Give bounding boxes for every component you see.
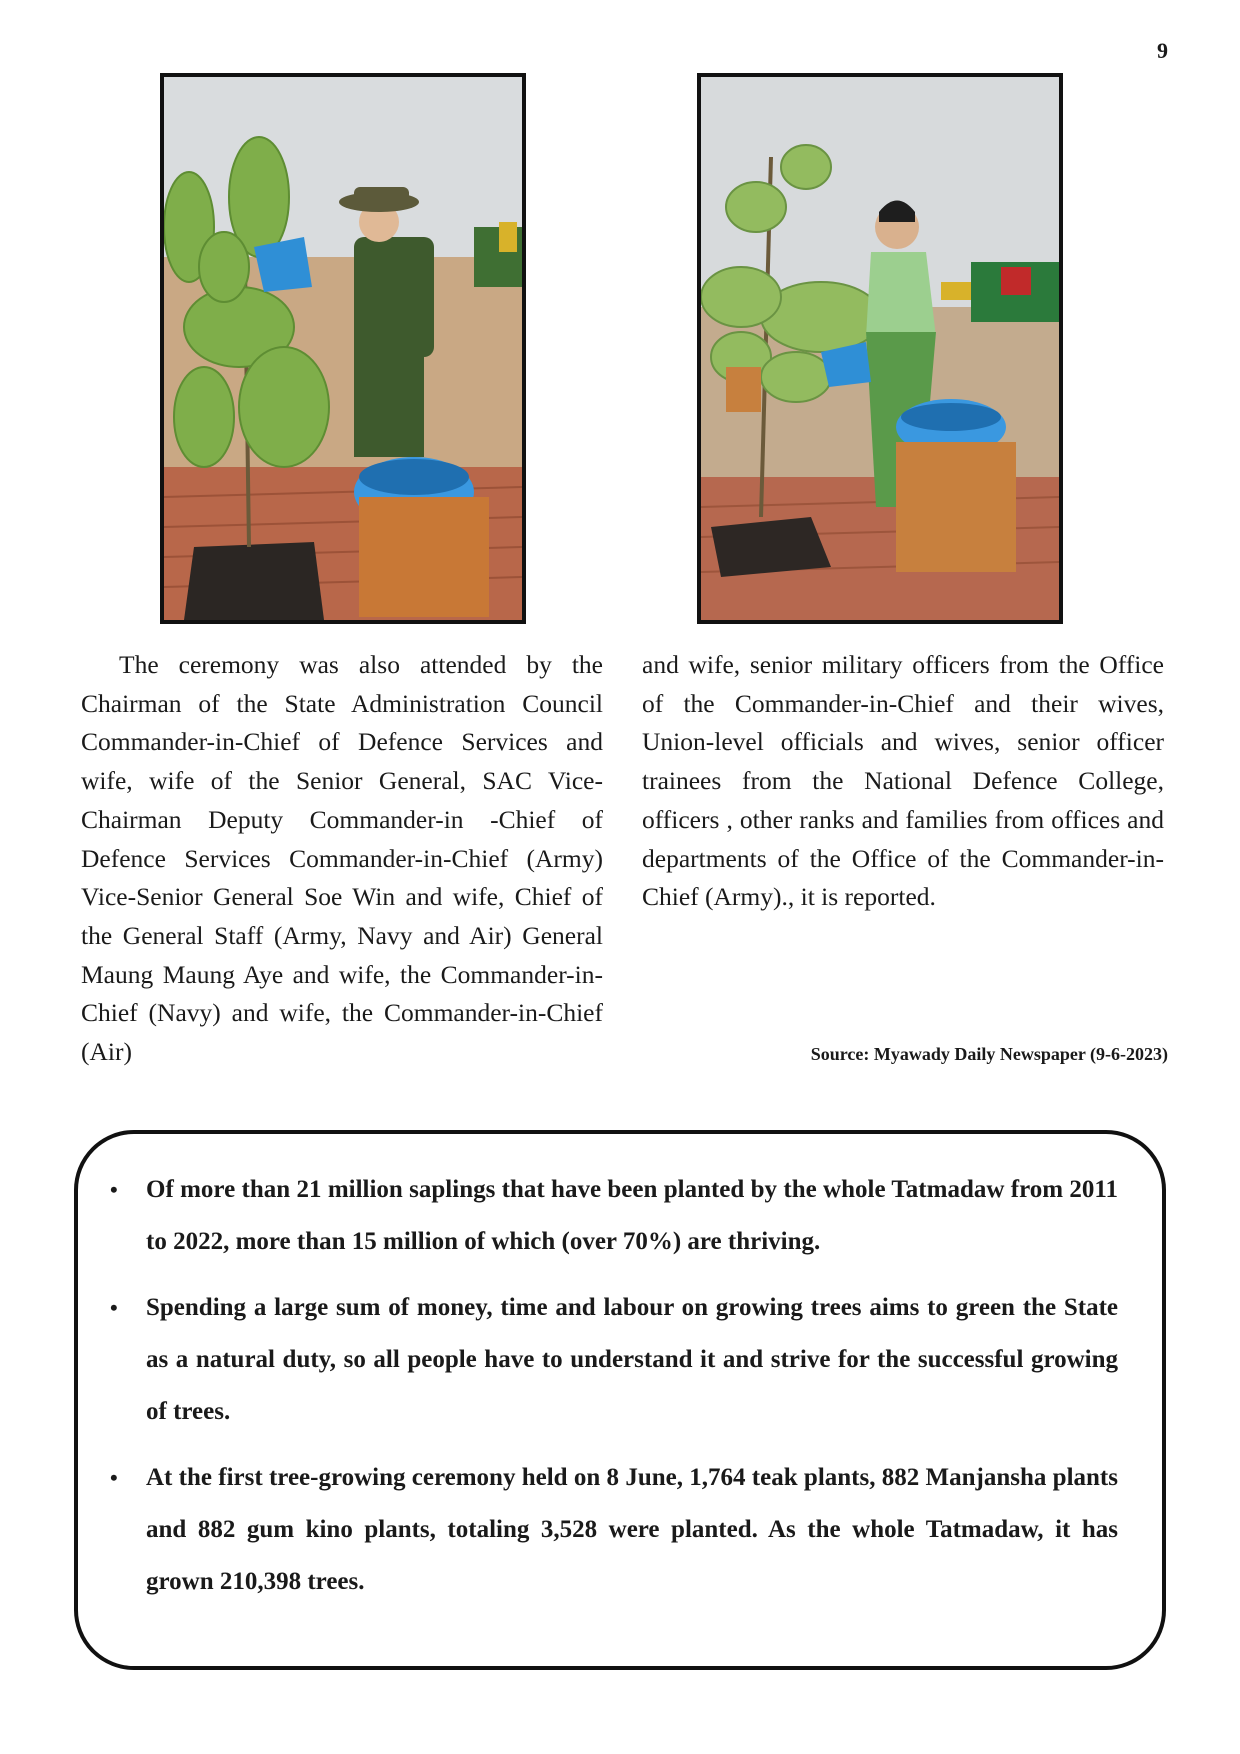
highlight-text: Spending a large sum of money, time and labour on growing trees aims to green the State as a natural duty, so all people have to understand it and strive for the successful growing of trees. (146, 1294, 1118, 1425)
highlights-box (74, 1130, 1166, 1670)
page-number: 9 (1157, 38, 1168, 63)
highlight-text: At the first tree-growing ceremony held on 8 June, 1,764 teak plants, 882 Manjansha plants and 882 gum kino plants, totaling 3,528 were planted. As the whole Tatmadaw, it has grown 210,398 trees. (146, 1464, 1118, 1595)
highlight-item (106, 1164, 1118, 1268)
bullet-icon: • (110, 1465, 118, 1490)
photo-woman-watering-sapling (697, 73, 1063, 624)
highlight-item (106, 1282, 1118, 1438)
article-column-right (642, 646, 1164, 917)
source-credit: Source: Myawady Daily Newspaper (9-6-2023) (810, 1044, 1168, 1064)
bullet-icon: • (110, 1295, 118, 1320)
article-column-left (81, 646, 603, 1072)
article-paragraph-left: The ceremony was also attended by the Chairman of the State Administration Council Commander-in-Chief of Defence Services and wife, wife of the Senior General, SAC Vice-Chairman Deputy Commander-in -Chief of Defence Services Commander-in-Chief (Army) Vice-Senior General Soe Win and wife, Chief of the General Staff (Army, Navy and Air) General Maung Maung Aye and wife, the Commander-in-Chief (Navy) and wife, the Commander-in-Chief (Air) (81, 650, 603, 1067)
bullet-icon: • (110, 1177, 118, 1202)
highlights-list (106, 1164, 1118, 1622)
article-paragraph-right: and wife, senior military officers from the Office of the Commander-in-Chief and their wives, Union-level officials and wives, senior officer trainees from the National Defence College, officers , other ranks and families from offices and departments of the Office of the Commander-in-Chief (Army)., it is reported. (642, 650, 1164, 912)
photo-senior-general-watering-sapling (160, 73, 526, 624)
highlight-item (106, 1452, 1118, 1608)
highlight-text: Of more than 21 million saplings that have been planted by the whole Tatmadaw from 2011 to 2022, more than 15 million of which (over 70%) are thriving. (146, 1176, 1118, 1255)
